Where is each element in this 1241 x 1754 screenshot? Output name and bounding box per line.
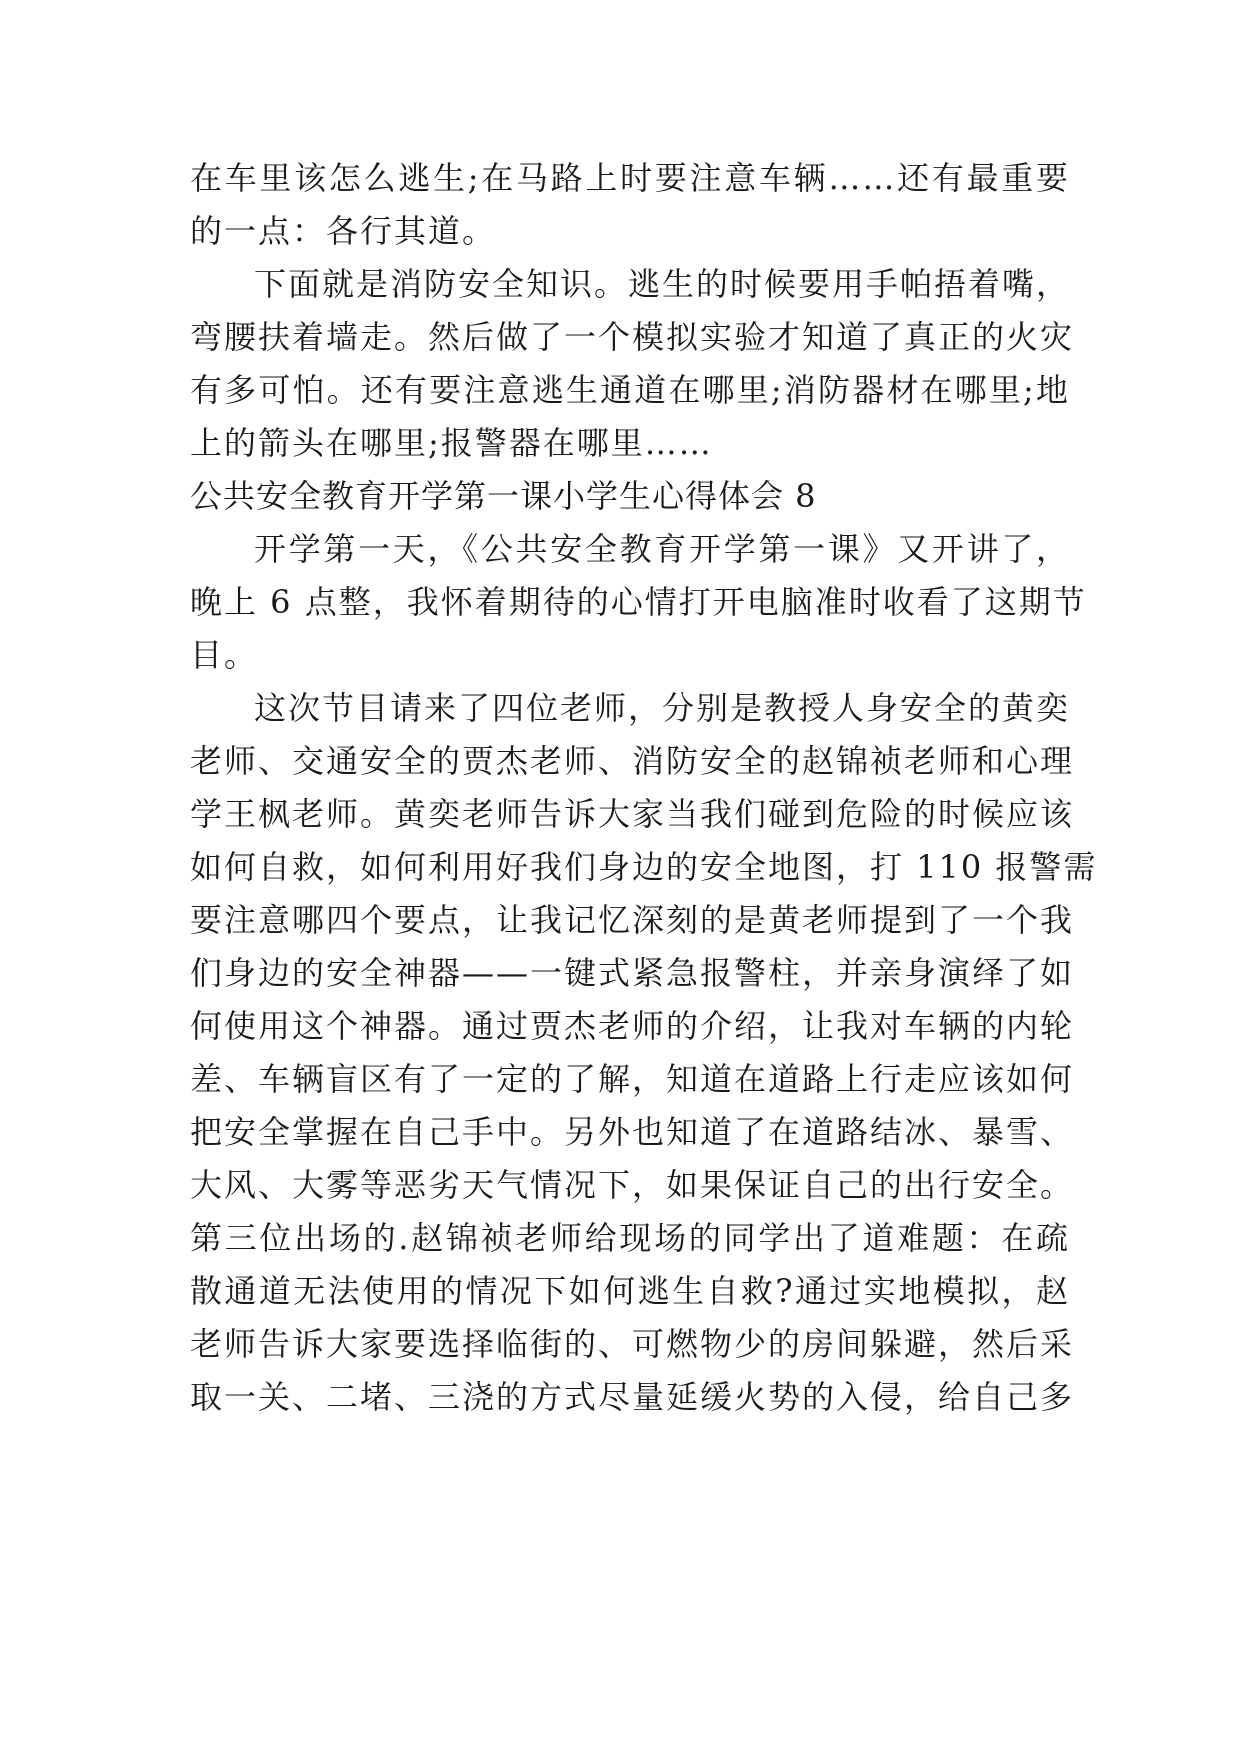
text-line: 第三位出场的.赵锦祯老师给现场的同学出了道难题：在疏	[190, 1219, 1070, 1257]
text-line: 散通道无法使用的情况下如何逃生自救?通过实地模拟，赵	[190, 1272, 1070, 1310]
text-line: 把安全掌握在自己手中。另外也知道了在道路结冰、暴雪、	[190, 1113, 1075, 1151]
text-line: 目。	[190, 636, 259, 674]
text-line: 在车里该怎么逃生;在马路上时要注意车辆……还有最重要	[190, 159, 1070, 197]
text-line: 老师告诉大家要选择临街的、可燃物少的房间躲避，然后采	[190, 1325, 1075, 1363]
text-line: 老师、交通安全的贾杰老师、消防安全的赵锦祯老师和心理	[190, 742, 1075, 780]
text-line: 取一关、二堵、三浇的方式尽量延缓火势的入侵，给自己多	[190, 1378, 1075, 1416]
text-line: 的一点：各行其道。	[190, 212, 497, 250]
text-line: 有多可怕。还有要注意逃生通道在哪里;消防器材在哪里;地	[190, 371, 1070, 409]
text-line: 差、车辆盲区有了一定的了解，知道在道路上行走应该如何	[190, 1060, 1075, 1098]
text-line: 学王枫老师。黄奕老师告诉大家当我们碰到危险的时候应该	[190, 795, 1075, 833]
text-line: 上的箭头在哪里;报警器在哪里……	[190, 424, 713, 462]
text-line: 晚上 6 点整，我怀着期待的心情打开电脑准时收看了这期节	[190, 583, 1087, 621]
text-line: 下面就是消防安全知识。逃生的时候要用手帕捂着嘴，	[254, 265, 1071, 303]
text-line: 开学第一天，《公共安全教育开学第一课》又开讲了，	[254, 530, 1070, 568]
text-line: 这次节目请来了四位老师，分别是教授人身安全的黄奕	[254, 689, 1071, 727]
text-line: 大风、大雾等恶劣天气情况下，如果保证自己的出行安全。	[190, 1166, 1075, 1204]
text-line: 何使用这个神器。通过贾杰老师的介绍，让我对车辆的内轮	[190, 1007, 1075, 1045]
text-line: 要注意哪四个要点，让我记忆深刻的是黄老师提到了一个我	[190, 901, 1075, 939]
text-line: 如何自救，如何利用好我们身边的安全地图，打 110 报警需	[190, 848, 1098, 886]
text-line: 们身边的安全神器——一键式紧急报警柱，并亲身演绎了如	[190, 954, 1075, 992]
text-line: 弯腰扶着墙走。然后做了一个模拟实验才知道了真正的火灾	[190, 318, 1075, 356]
section-heading: 公共安全教育开学第一课小学生心得体会 8	[190, 477, 817, 515]
